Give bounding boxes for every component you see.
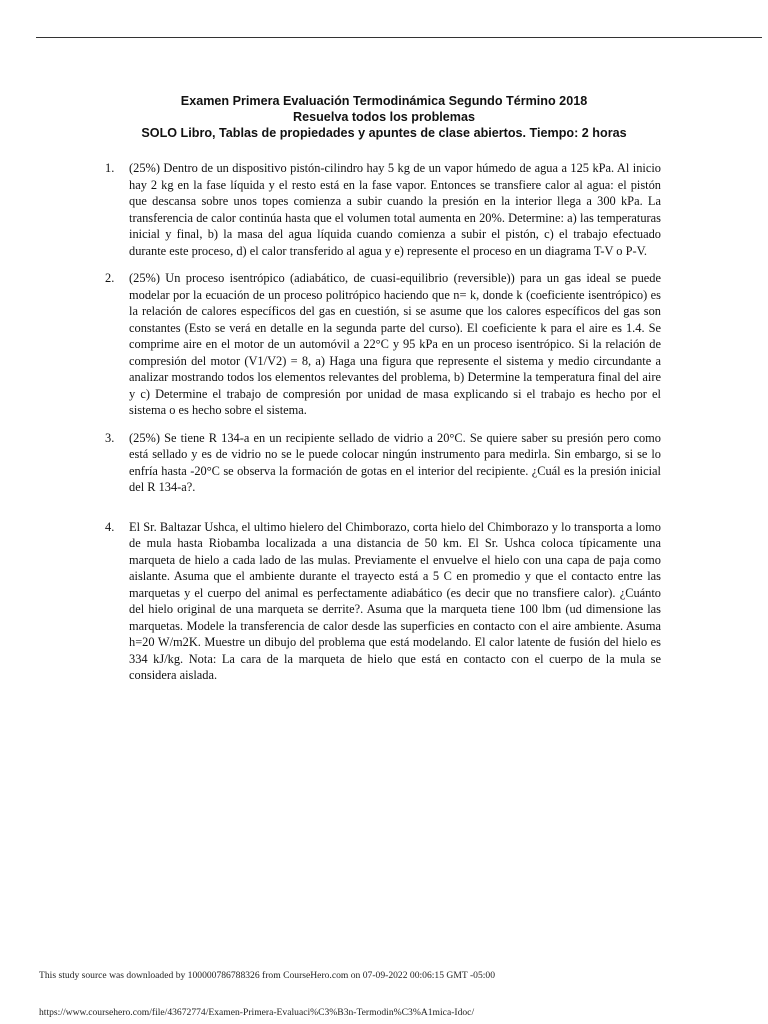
exam-instructions: SOLO Libro, Tablas de propiedades y apuntes de clase abiertos. Tiempo: 2 horas [141, 126, 627, 140]
problem-text: (25%) Un proceso isentrópico (adiabático, de cuasi-equilibrio (reversible)) para un gas ideal se puede modelar por la ecuación de un proceso politrópico haciendo que n= k, donde k (coeficiente isentrópico) es la relación de calores específicos del gas en cuestión, si se asume que los calores específicos del gas son constantes (Esto se verá en detalle en la segunda parte del curso). El coeficiente k para el aire es 1.4. Se comprime aire en el motor de un automóvil a 22°C y 95 kPa en un proceso isentrópico. Si la relación de compresión del motor (V1/V2) = 8, a) Haga una figura que represente el sistema y medio circundante a analizar mostrando todos los elementos relevantes del problema, b) Determine la temperatura final del aire y c) Determine el trabajo de compresión por unidad de masa explicando si el trabajo es hecho por el sistema o es hecho sobre el sistema. [129, 271, 661, 417]
problem-3 [105, 430, 661, 496]
problem-number: 3. [105, 430, 115, 445]
exam-header [0, 93, 768, 141]
problem-number: 1. [105, 161, 115, 175]
problem-text: (25%) Se tiene R 134-a en un recipiente sellado de vidrio a 20°C. Se quiere saber su presión pero como está sellado y es de vidrio no se le puede colocar ningún instrumento para medirla. Sin embargo, si se lo enfría hasta -20°C se observa la formación de gotas en el interior del recipiente. ¿Cuál es la presión inicial del R 134-a?. [129, 430, 661, 494]
problem-text: (25%) Dentro de un dispositivo pistón-cilindro hay 5 kg de un vapor húmedo de agua a 125 kPa. Al inicio hay 2 kg en la fase líquida y el resto está en la fase vapor. Entonces se transfiere calor al agua: el pistón que descansa sobre unos topes comienza a subir cuando la presión en la interior llega a 300 kPa. La transferencia de calor continúa hasta que el volumen total aumenta en 20%. Determine: a) las temperaturas inicial y final, b) la masa del agua líquida cuando comienza a subir el pistón, c) el trabajo efectuado durante este proceso, d) el calor transferido al agua y e) represente el proceso en un diagrama T-V o P-V. [129, 161, 661, 258]
problem-text: El Sr. Baltazar Ushca, el ultimo hielero del Chimborazo, corta hielo del Chimborazo y lo transporta a lomo de mula hasta Riobamba localizada a una distancia de 50 km. El Sr. Ushca coloca típicamente una marqueta de hielo a cada lado de las mulas. Previamente el envuelve el hielo con una capa de paja como aislante. Asuma que el ambiente durante el trayecto está a 5 C en promedio y que el contacto entre las marquetas y el cuerpo del animal es perfectamente adiabático (es decir que no transfiere calor). ¿Cuánto del hielo original de una marqueta se derrite?. Asuma que la marqueta tiene 100 lbm (ud dimensione las marquetas. Modele la transferencia de calor desde las superficies en contacto con el aire ambiente. Asuma h=20 W/m2K. Muestre un dibujo del problema que está modelando. El calor latente de fusión del hielo es 334 kJ/kg. Nota: La cara de la marqueta de hielo que está en contacto con el cuerpo de la mula se considera aislada. [129, 519, 661, 682]
problem-4 [105, 519, 661, 684]
problem-number: 2. [105, 271, 115, 285]
source-url[interactable]: https://www.coursehero.com/file/43672774/Examen-Primera-Evaluaci%C3%B3n-Termodin%C3%A1mica-Idoc/ [39, 1007, 475, 1018]
exam-title: Examen Primera Evaluación Termodinámica Segundo Término 2018 [180, 94, 588, 108]
download-note: This study source was downloaded by 100000786788326 from CourseHero.com on 07-09-2022 00:06:15 GMT -05:00 [39, 970, 496, 981]
problem-number: 4. [105, 519, 115, 534]
problem-1 [105, 160, 661, 259]
exam-subtitle: Resuelva todos los problemas [293, 110, 475, 124]
problem-2 [105, 270, 661, 419]
problem-list [0, 160, 768, 694]
top-rule [36, 37, 762, 38]
